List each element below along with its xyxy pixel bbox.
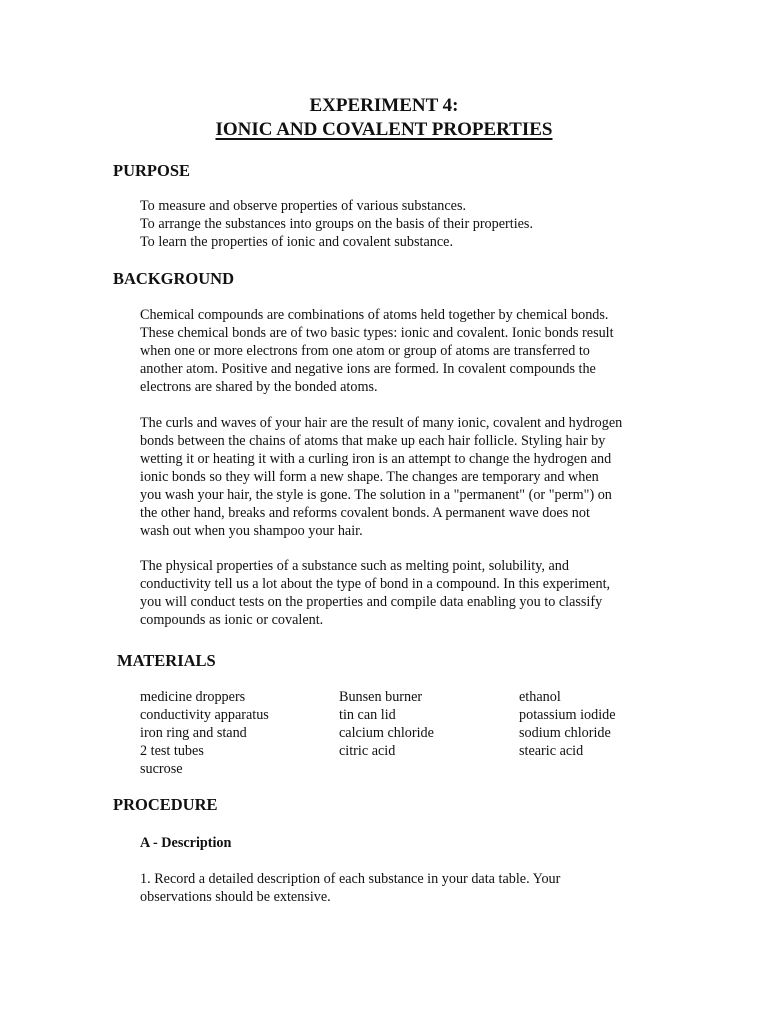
material-item: 2 test tubes [140,743,204,759]
background-paragraph-3 [140,557,660,629]
background-line: wash out when you shampoo your hair. [140,523,363,539]
background-paragraph-2 [140,414,660,540]
background-line: the other hand, breaks and reforms covalent bonds. A permanent wave does not [140,505,590,521]
procedure-step-1 [140,870,660,906]
materials-column-2 [339,688,434,760]
background-line: The curls and waves of your hair are the result of many ionic, covalent and hydrogen [140,415,623,431]
background-line: another atom. Positive and negative ions are formed. In covalent compounds the [140,361,596,377]
material-item: medicine droppers [140,689,246,705]
material-item: sodium chloride [519,725,611,741]
material-item: iron ring and stand [140,725,247,741]
material-item: tin can lid [339,707,396,723]
material-item: conductivity apparatus [140,707,269,723]
experiment-name-text: IONIC AND COVALENT PROPERTIES [215,119,553,140]
background-line: The physical properties of a substance such as melting point, solubility, and [140,558,569,574]
purpose-line: To measure and observe properties of various substances. [140,198,467,214]
background-line: Chemical compounds are combinations of atoms held together by chemical bonds. [140,307,609,323]
background-heading: BACKGROUND [113,269,235,288]
purpose-text [140,197,660,251]
background-line: you will conduct tests on the properties and compile data enabling you to classify [140,594,603,610]
purpose-line: To arrange the substances into groups on the basis of their properties. [140,216,534,232]
background-line: wetting it or heating it with a curling iron is an attempt to change the hydrogen and [140,451,612,467]
material-item: Bunsen burner [339,689,423,705]
purpose-heading: PURPOSE [113,161,191,180]
procedure-line: 1. Record a detailed description of each substance in your data table. Your [140,871,561,887]
experiment-number-title: EXPERIMENT 4: [309,95,459,116]
material-item: potassium iodide [519,707,616,723]
materials-heading: MATERIALS [117,651,216,670]
background-line: conductivity tell us a lot about the type of bond in a compound. In this experiment, [140,576,611,592]
background-line: These chemical bonds are of two basic types: ionic and covalent. Ionic bonds result [140,325,614,341]
background-line: when one or more electrons from one atom or group of atoms are transferred to [140,343,590,359]
background-paragraph-1 [140,306,660,396]
materials-column-1 [140,688,269,778]
material-item: citric acid [339,743,396,759]
material-item: stearic acid [519,743,584,759]
material-item: calcium chloride [339,725,434,741]
procedure-heading: PROCEDURE [113,795,218,814]
experiment-name-title [0,118,768,142]
background-line: ionic bonds so they will form a new shape. The changes are temporary and when [140,469,599,485]
material-item: sucrose [140,761,183,777]
background-line: electrons are shared by the bonded atoms. [140,379,378,395]
background-line: you wash your hair, the style is gone. The solution in a "permanent" (or "perm") on [140,487,612,503]
background-line: compounds as ionic or covalent. [140,612,324,628]
description-subheading: A - Description [140,835,232,851]
purpose-line: To learn the properties of ionic and covalent substance. [140,234,453,250]
materials-column-3 [519,688,616,760]
material-item: ethanol [519,689,561,705]
background-line: bonds between the chains of atoms that make up each hair follicle. Styling hair by [140,433,606,449]
procedure-line: observations should be extensive. [140,889,331,905]
